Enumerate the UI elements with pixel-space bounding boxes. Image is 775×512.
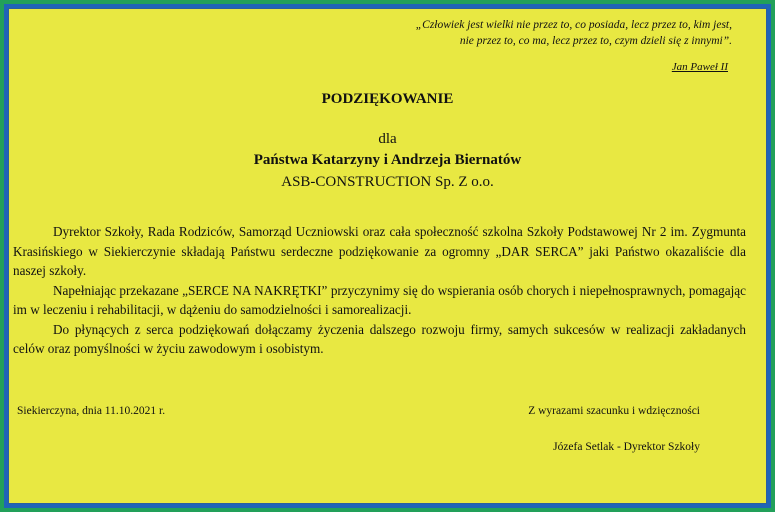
for-label: dla [378, 131, 397, 147]
quote-author: Jan Paweł II [671, 61, 728, 73]
closing-greeting: Z wyrazami szacunku i wdzięczności [528, 405, 700, 417]
quote-line-2: nie przez to, co ma, lecz przez to, czym dzieli się z innymi”. [459, 35, 732, 47]
body-paragraph: Do płynących z serca podziękowań dołączamy życzenia dalszego rozwoju firmy, samych sukcesów w realizacji zakładanych celów oraz pomyślności w życiu zawodowym i osobistym. [13, 321, 746, 356]
quote [312, 17, 732, 49]
place-and-date: Siekierczyna, dnia 11.10.2021 r. [17, 405, 166, 417]
document-title: PODZIĘKOWANIE [321, 91, 454, 107]
recipient-company: ASB-CONSTRUCTION Sp. Z o.o. [281, 174, 494, 190]
letter-body [13, 222, 746, 359]
signature-line: Józefa Setlak - Dyrektor Szkoły [553, 441, 700, 453]
body-paragraph: Napełniając przekazane „SERCE NA NAKRĘTKI” przyczynimy się do wspierania osób chorych i niepełnosprawnych, pomagając im w leczeniu i rehabilitacji, w dążeniu do samodzielności i samorealizacji. [13, 282, 746, 317]
quote-line-1: „Człowiek jest wielki nie przez to, co posiada, lecz przez to, kim jest, [415, 19, 732, 31]
recipients-names: Państwa Katarzyny i Andrzeja Biernatów [253, 152, 522, 168]
certificate-border [4, 4, 771, 508]
certificate-page [8, 8, 767, 504]
body-paragraph: Dyrektor Szkoły, Rada Rodziców, Samorząd Uczniowski oraz cała społeczność szkolna Szkoły Podstawowej Nr 2 im. Zygmunta Krasińskiego w Siekierczynie składają Państwu serdeczne podziękowanie za ogromny „DAR SERCA” jaki Państwo okazaliście dla naszej szkoły. [13, 224, 746, 278]
